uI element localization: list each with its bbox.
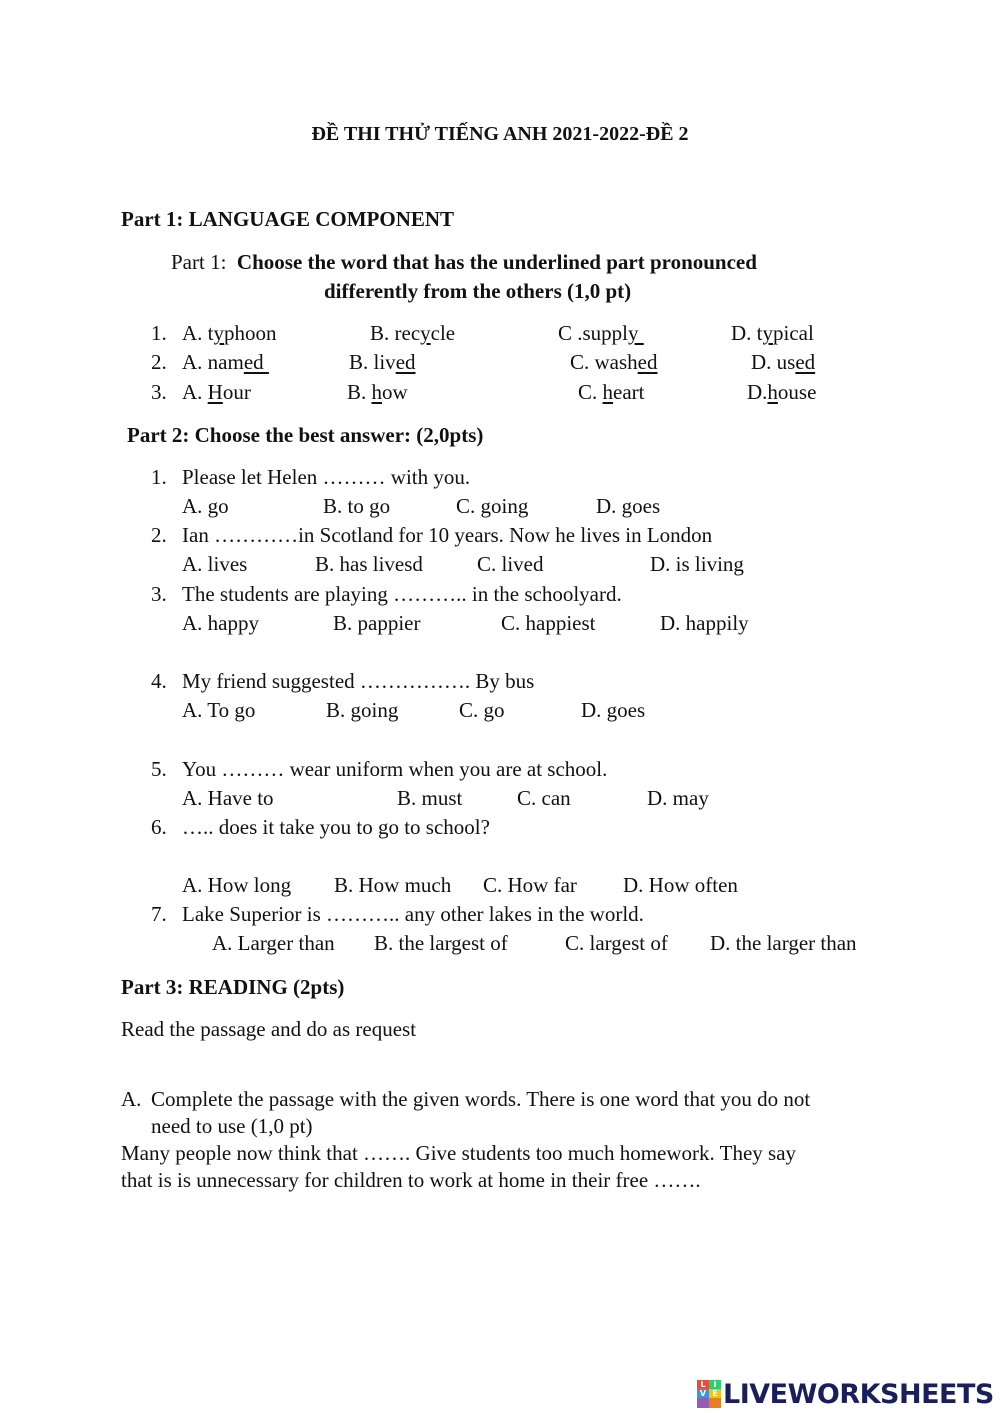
- liveworksheets-brand-text: LIVEWORKSHEETS: [723, 1378, 994, 1410]
- mcq-q3-number: 3.: [151, 582, 167, 606]
- part1-sub-line2: differently from the others (1,0 pt): [324, 279, 632, 303]
- liveworksheets-logo-icon: L I V E: [697, 1380, 721, 1408]
- pron-q2-option-b[interactable]: B. lived: [349, 350, 416, 374]
- mcq-q5-option-b[interactable]: B. must: [397, 786, 463, 810]
- pron-q3-option-b[interactable]: B. how: [347, 380, 408, 404]
- passage-line2: that is is unnecessary for children to work at home in their free …….: [121, 1168, 701, 1192]
- mcq-q3-text: The students are playing ……….. in the schoolyard.: [182, 582, 622, 606]
- pron-q1-option-a[interactable]: A. typhoon: [182, 321, 277, 345]
- mcq-q5-option-a[interactable]: A. Have to: [182, 786, 274, 810]
- mcq-q3-option-d[interactable]: D. happily: [660, 611, 749, 635]
- mcq-q2-option-a[interactable]: A. lives: [182, 552, 248, 576]
- part3-instruction: Read the passage and do as request: [121, 1017, 417, 1041]
- pron-q2-number: 2.: [151, 350, 167, 374]
- mcq-q4-number: 4.: [151, 669, 167, 693]
- pron-q2-option-d[interactable]: D. used: [751, 350, 816, 374]
- mcq-q4-text: My friend suggested ……………. By bus: [182, 669, 535, 693]
- pron-q1-option-d[interactable]: D. typical: [731, 321, 814, 345]
- pron-q3-option-a[interactable]: A. Hour: [182, 380, 251, 404]
- part3-heading: Part 3: READING (2pts): [121, 975, 345, 999]
- section-a-instruction-line2: need to use (1,0 pt): [151, 1114, 313, 1138]
- mcq-q5-number: 5.: [151, 757, 167, 781]
- mcq-q6-option-b[interactable]: B. How much: [334, 873, 452, 897]
- page-title: ĐỀ THI THỬ TIẾNG ANH 2021-2022-ĐỀ 2: [311, 123, 689, 145]
- mcq-q4-option-a[interactable]: A. To go: [182, 698, 256, 722]
- mcq-q7-option-d[interactable]: D. the larger than: [710, 931, 857, 955]
- mcq-q6-option-a[interactable]: A. How long: [182, 873, 292, 897]
- mcq-q7-text: Lake Superior is ……….. any other lakes in the world.: [182, 902, 644, 926]
- mcq-q1-number: 1.: [151, 465, 167, 489]
- part2-heading: Part 2: Choose the best answer: (2,0pts): [127, 423, 484, 447]
- mcq-q3-option-c[interactable]: C. happiest: [501, 611, 596, 635]
- mcq-q1-option-c[interactable]: C. going: [456, 494, 529, 518]
- mcq-q6-number: 6.: [151, 815, 167, 839]
- mcq-q4-option-d[interactable]: D. goes: [581, 698, 646, 722]
- mcq-q3-option-a[interactable]: A. happy: [182, 611, 259, 635]
- section-a-label: A.: [121, 1087, 142, 1111]
- pron-q1-option-b[interactable]: B. recycle: [370, 321, 456, 345]
- part1-heading: Part 1: LANGUAGE COMPONENT: [121, 207, 455, 231]
- mcq-q1-option-d[interactable]: D. goes: [596, 494, 661, 518]
- mcq-q1-option-b[interactable]: B. to go: [323, 494, 391, 518]
- mcq-q2-option-c[interactable]: C. lived: [477, 552, 544, 576]
- section-a-instruction-line1: Complete the passage with the given words. There is one word that you do not: [151, 1087, 811, 1111]
- mcq-q5-option-d[interactable]: D. may: [647, 786, 709, 810]
- mcq-q7-option-c[interactable]: C. largest of: [565, 931, 668, 955]
- mcq-q3-option-b[interactable]: B. pappier: [333, 611, 421, 635]
- pron-q1-number: 1.: [151, 321, 167, 345]
- part1-subheading: [171, 250, 757, 275]
- mcq-q2-number: 2.: [151, 523, 167, 547]
- pron-q3-option-d[interactable]: D.house: [747, 380, 817, 404]
- passage-line1: Many people now think that ……. Give students too much homework. They say: [121, 1141, 797, 1165]
- mcq-q4-option-b[interactable]: B. going: [326, 698, 399, 722]
- mcq-q6-option-c[interactable]: C. How far: [483, 873, 577, 897]
- mcq-q4-option-c[interactable]: C. go: [459, 698, 505, 722]
- mcq-q1-text: Please let Helen ……… with you.: [182, 465, 471, 489]
- mcq-q2-option-d[interactable]: D. is living: [650, 552, 744, 576]
- pron-q2-option-a[interactable]: A. named: [182, 350, 269, 374]
- mcq-q2-option-b[interactable]: B. has livesd: [315, 552, 423, 576]
- pron-q3-option-c[interactable]: C. heart: [578, 380, 645, 404]
- part1-sub-line1: Choose the word that has the underlined part pronounced: [236, 250, 757, 274]
- pron-q2-option-c[interactable]: C. washed: [570, 350, 658, 374]
- mcq-q7-number: 7.: [151, 902, 167, 926]
- mcq-q7-option-b[interactable]: B. the largest of: [374, 931, 508, 955]
- mcq-q5-option-c[interactable]: C. can: [517, 786, 571, 810]
- mcq-q7-option-a[interactable]: A. Larger than: [212, 931, 335, 955]
- mcq-q6-option-d[interactable]: D. How often: [623, 873, 738, 897]
- mcq-q2-text: Ian …………in Scotland for 10 years. Now he lives in London: [182, 523, 713, 547]
- pron-q3-number: 3.: [151, 380, 167, 404]
- mcq-q6-text: ….. does it take you to go to school?: [182, 815, 490, 839]
- mcq-q5-text: You ……… wear uniform when you are at school.: [182, 757, 608, 781]
- liveworksheets-logo: [697, 1377, 994, 1411]
- pron-q1-option-c[interactable]: C .supply: [558, 321, 644, 345]
- part1-sub-prefix: Part 1:: [171, 250, 227, 274]
- mcq-q1-option-a[interactable]: A. go: [182, 494, 229, 518]
